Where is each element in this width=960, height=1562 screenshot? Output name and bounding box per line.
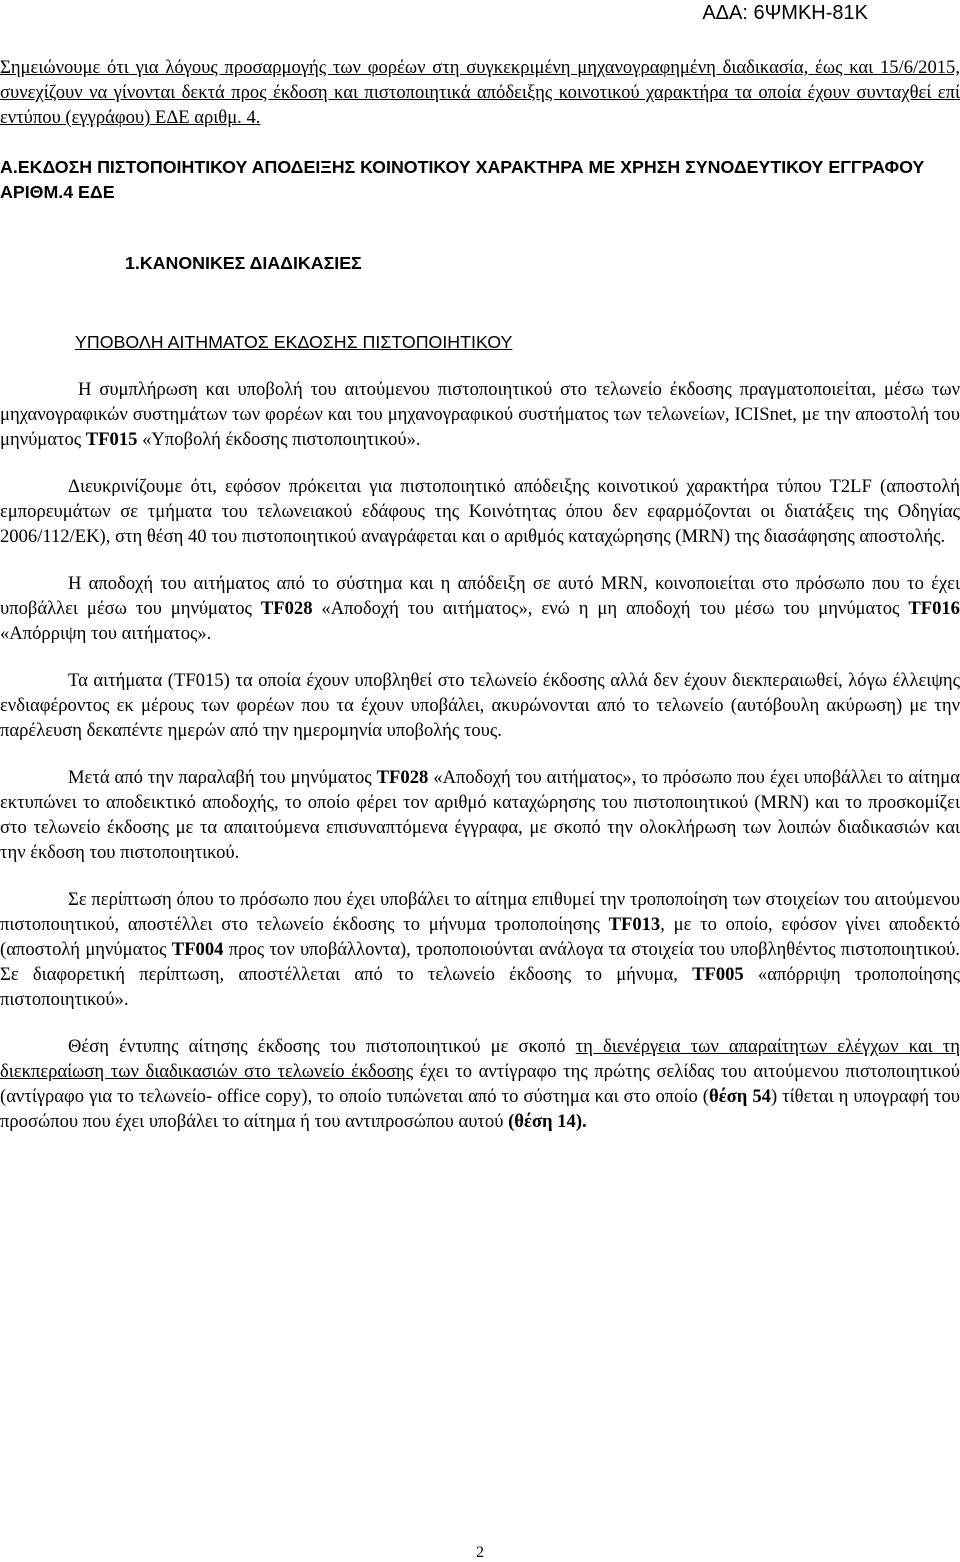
p6-text-e: προς τον υποβάλλοντα), τροποποιούνται ανάλογα τα στοιχεία του υποβληθέντος πιστοποιητικού. Σε διαφορετική περίπτωση, αποστέλλεται από το τελωνείο έκδοσης το μήνυμα,	[0, 939, 960, 985]
paragraph-submission	[0, 377, 960, 452]
p3-text-e: «Απόρριψη του αιτήματος».	[0, 623, 212, 644]
subheading-submission: ΥΠΟΒΟΛΗ ΑΙΤΗΜΑΤΟΣ ΕΚΔΟΣΗΣ ΠΙΣΤΟΠΟΙΗΤΙΚΟΥ	[75, 332, 513, 352]
paragraph-cancellation: Τα αιτήματα (TF015) τα οποία έχουν υποβληθεί στο τελωνείο έκδοσης αλλά δεν έχουν διεκπεραιωθεί, λόγω έλλειψης ενδιαφέροντος εκ μέρους των φορέων που τα έχουν υποβάλει, ακυρώνονται από το τελωνείο (αυτόβουλη ακύρωση) με την παρέλευση δεκαπέντε ημερών από την ημερομηνία υποβολής τους.	[0, 670, 960, 741]
paragraph-t2lf: Διευκρινίζουμε ότι, εφόσον πρόκειται για πιστοποιητικό απόδειξης κοινοτικού χαρακτήρα τύπου T2LF (αποστολή εμπορευμάτων σε τμήματα του τελωνειακού εδάφους της Κοινότητας όπου δεν εφαρμόζονται οι διατάξεις της Οδηγίας 2006/112/ΕΚ), στη θέση 40 του πιστοποιητικού αναγράφεται και ο αριθμός καταχώρησης (MRN) της διασάφησης αποστολής.	[0, 476, 960, 547]
p7-underlined: τη διενέργεια των απαραίτητων ελέγχων και τη διεκπεραίωση των διαδικασιών στο τελωνείο έκδοσης	[0, 1036, 960, 1082]
paragraph-printed-copy	[0, 1034, 960, 1134]
page-number: 2	[476, 1544, 484, 1561]
p6-msg-code-3: TF005	[692, 964, 744, 985]
paragraph-acceptance	[0, 571, 960, 646]
p3-text-a: Η αποδοχή του αιτήματος από το σύστημα και η απόδειξη σε αυτό MRN, κοινοποιείται στο πρόσωπο που το έχει υποβάλλει μέσω του μηνύματος	[0, 573, 960, 619]
p7-text-a: Θέση έντυπης αίτησης έκδοσης του πιστοποιητικού με σκοπό	[68, 1036, 576, 1057]
p3-text-c: «Αποδοχή του αιτήματος», ενώ η μη αποδοχή του μέσω του μηνύματος	[312, 598, 909, 619]
p6-text-g: «απόρριψη τροποποίησης πιστοποιητικού».	[0, 964, 960, 1010]
section-heading-1: 1.ΚΑΝΟΝΙΚΕΣ ΔΙΑΔΙΚΑΣΙΕΣ	[125, 253, 362, 273]
p5-msg-code: TF028	[376, 767, 429, 788]
p5-text-a: Μετά από την παραλαβή του μηνύματος	[68, 767, 377, 788]
document-body	[0, 55, 960, 1134]
p7-box-14: (θέση 14).	[508, 1111, 587, 1132]
p6-msg-code-1: TF013	[608, 914, 661, 935]
p1-text-a: Η συμπλήρωση και υποβολή του αιτούμενου πιστοποιητικού στο τελωνείο έκδοσης πραγματοποιείται, μέσω των μηχανογραφικών συστημάτων των φορέων και του μηχανογραφικού συστήματος των τελωνείων, ICISnet, με την αποστολή του μηνύματος	[0, 379, 960, 450]
intro-paragraph: Σημειώνουμε ότι για λόγους προσαρμογής των φορέων στη συγκεκριμένη μηχανογραφημένη διαδικασία, έως και 15/6/2015, συνεχίζουν να γίνονται δεκτά προς έκδοση και πιστοποιητικά απόδειξης κοινοτικού χαρακτήρα τα οποία έχουν συνταχθεί επί εντύπου (εγγράφου) ΕΔΕ αριθμ. 4.	[0, 57, 960, 128]
p7-box-54: θέση 54	[708, 1086, 771, 1107]
paragraph-after-acceptance	[0, 765, 960, 865]
p5-text-c: «Αποδοχή του αιτήματος», το πρόσωπο που έχει υποβάλλει το αίτημα εκτυπώνει το αποδεικτικό αποδοχής, το οποίο φέρει τον αριθμό καταχώρησης του πιστοποιητικού (MRN) και το προσκομίζει στο τελωνείο έκδοσης με τα απαιτούμενα επισυναπτόμενα έγγραφα, με σκοπό την ολοκλήρωση των λοιπών διαδικασιών και την έκδοση του πιστοποιητικού.	[0, 767, 960, 863]
p7-text-e: ) τίθεται η υπογραφή του προσώπου που έχει υποβάλει το αίτημα ή του αντιπροσώπου αυτού	[0, 1086, 960, 1132]
section-heading-a: Α.ΕΚΔΟΣΗ ΠΙΣΤΟΠΟΙΗΤΙΚΟΥ ΑΠΟΔΕΙΞΗΣ ΚΟΙΝΟΤΙΚΟΥ ΧΑΡΑΚΤΗΡΑ ΜΕ ΧΡΗΣΗ ΣΥΝΟΔΕΥΤΙΚΟΥ ΕΓΓΡΑΦΟΥ ΑΡΙΘΜ.4 ΕΔΕ	[0, 157, 925, 202]
p7-text-c: έχει το αντίγραφο της πρώτης σελίδας του αιτούμενου πιστοποιητικού (αντίγραφο για το τελωνείο- office copy), το οποίο τυπώνεται από το σύστημα και στο οποίο (	[0, 1061, 960, 1107]
p1-text-c: «Υποβολή έκδοσης πιστοποιητικού».	[137, 429, 421, 450]
p6-text-a: Σε περίπτωση όπου το πρόσωπο που έχει υποβάλει το αίτημα επιθυμεί την τροποποίηση των στοιχείων του αιτούμενου πιστοποιητικού, αποστέλλει στο τελωνείο έκδοσης το μήνυμα τροποποίησης	[0, 889, 960, 935]
p6-msg-code-2: TF004	[171, 939, 224, 960]
p3-msg-code-2: TF016	[908, 598, 960, 619]
p6-text-c: , με το οποίο, εφόσον γίνει αποδεκτό (αποστολή μηνύματος	[0, 914, 960, 960]
paragraph-amendment	[0, 887, 960, 1012]
ada-code: ΑΔΑ: 6ΨΜΚΗ-81Κ	[702, 2, 868, 24]
p1-msg-code: TF015	[85, 429, 138, 450]
p3-msg-code-1: TF028	[260, 598, 313, 619]
